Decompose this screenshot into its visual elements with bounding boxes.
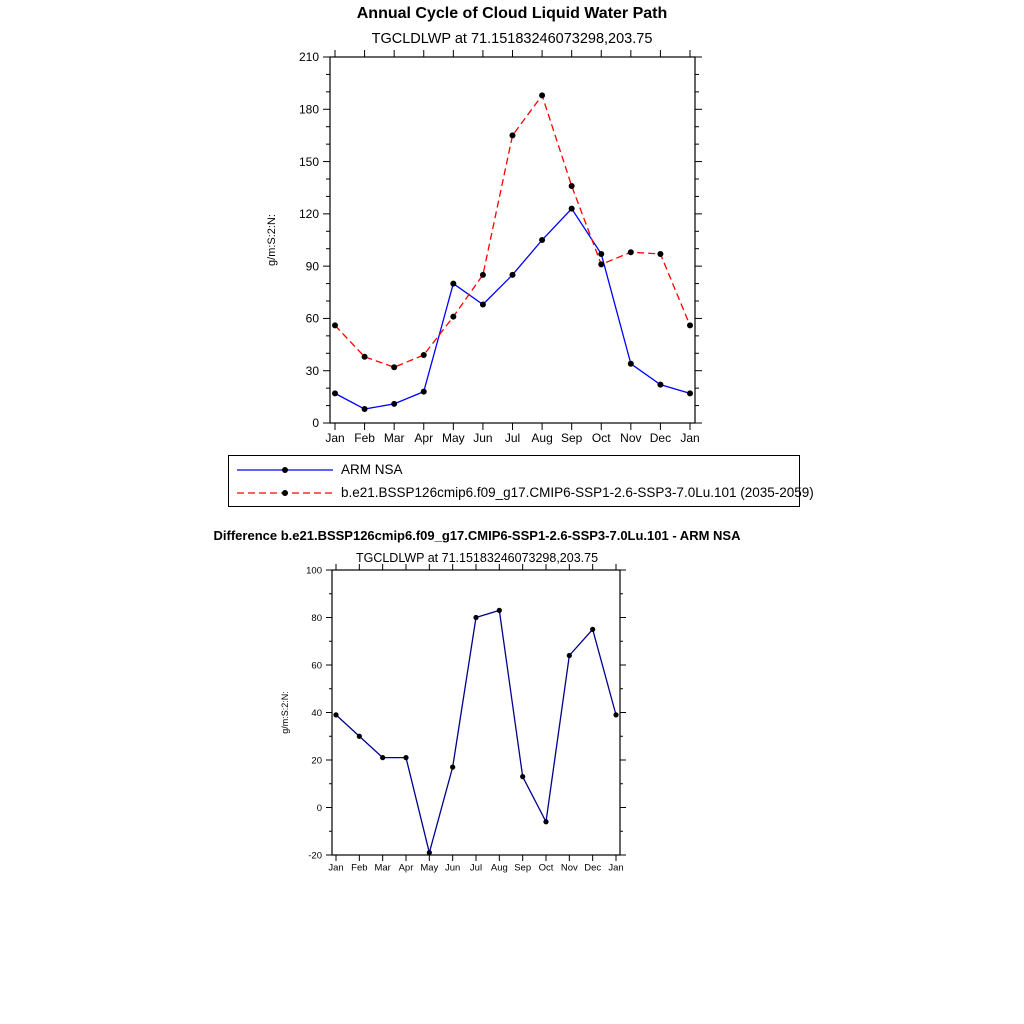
x-tick-label: Jul xyxy=(504,431,521,445)
y-tick-label: 90 xyxy=(305,259,319,274)
x-tick-label: Apr xyxy=(398,862,414,874)
x-tick-label: Dec xyxy=(649,431,672,445)
ticks xyxy=(326,564,626,861)
x-tick-label: Mar xyxy=(383,431,405,445)
legend-item-0 xyxy=(235,458,793,481)
y-tick-label: 30 xyxy=(305,363,319,378)
y-tick-label: -20 xyxy=(308,850,322,862)
x-tick-label: Mar xyxy=(374,862,391,874)
y-tick-label: 60 xyxy=(305,311,319,326)
chart1-title: Annual Cycle of Cloud Liquid Water Path xyxy=(356,5,668,22)
series-markers-0 xyxy=(332,206,693,412)
y-tick-label: 150 xyxy=(298,154,319,169)
plot-frame xyxy=(330,57,695,423)
y-tick-label: 40 xyxy=(311,707,322,719)
chart2-title: Difference b.e21.BSSP126cmip6.f09_g17.CMIP6-SSP1-2.6-SSP3-7.0Lu.101 - ARM NSA xyxy=(213,528,741,543)
x-tick-label: May xyxy=(441,431,465,445)
y-tick-label: 0 xyxy=(312,416,319,431)
legend-sample-0 xyxy=(235,462,335,478)
x-tick-label: Jan xyxy=(328,862,344,874)
x-tick-label: Jan xyxy=(680,431,700,445)
legend-sample-1 xyxy=(235,485,335,501)
x-tick-label: Feb xyxy=(351,862,368,874)
difference-chart xyxy=(260,563,680,893)
x-tick-label: Jun xyxy=(473,431,493,445)
axes xyxy=(332,570,620,855)
x-tick-label: Feb xyxy=(354,431,375,445)
series-markers-0 xyxy=(333,608,618,855)
y-tick-label: 80 xyxy=(311,612,322,624)
x-tick-label: Jun xyxy=(445,862,461,874)
legend-label-0: ARM NSA xyxy=(341,462,403,477)
y-tick-label: 120 xyxy=(298,207,319,222)
x-tick-label: Oct xyxy=(591,431,611,445)
x-tick-label: Oct xyxy=(538,862,554,874)
x-tick-label: Jan xyxy=(608,862,624,874)
y-tick-label: 210 xyxy=(298,50,319,65)
y-axis-label: g/m:S:2:N: xyxy=(266,214,278,266)
x-tick-label: Aug xyxy=(531,431,553,445)
series-line-0 xyxy=(335,209,690,409)
chart1-subtitle: TGCLDLWP at 71.15183246073298,203.75 xyxy=(371,31,653,47)
x-tick-label: Nov xyxy=(560,862,578,874)
tick-labels xyxy=(299,50,700,445)
legend xyxy=(228,455,814,507)
x-tick-label: Jan xyxy=(325,431,345,445)
y-tick-label: 0 xyxy=(316,802,322,814)
ticks xyxy=(323,50,702,430)
legend-label-1: b.e21.BSSP126cmip6.f09_g17.CMIP6-SSP1-2.6-SSP3-7.0Lu.101 (2035-2059) xyxy=(341,485,814,500)
x-tick-label: Dec xyxy=(584,862,602,874)
y-tick-label: 100 xyxy=(306,565,322,577)
y-tick-label: 60 xyxy=(311,660,322,672)
y-tick-label: 20 xyxy=(311,755,322,767)
x-tick-label: May xyxy=(420,862,439,874)
y-tick-label: 180 xyxy=(298,102,319,117)
plot-frame xyxy=(332,570,620,855)
series-line-0 xyxy=(336,610,616,852)
x-tick-label: Jul xyxy=(469,862,483,874)
x-tick-label: Nov xyxy=(620,431,642,445)
axes xyxy=(330,57,695,423)
annual-cycle-chart xyxy=(230,48,730,453)
legend-item-1 xyxy=(235,481,814,504)
x-tick-label: Sep xyxy=(560,431,583,445)
x-tick-label: Sep xyxy=(514,862,532,874)
x-tick-label: Apr xyxy=(414,431,434,445)
series-markers-1 xyxy=(332,92,693,370)
chart2-subtitle: TGCLDLWP at 71.15183246073298,203.75 xyxy=(355,551,599,565)
tick-labels xyxy=(306,565,624,873)
y-axis-label: g/m:S:2:N: xyxy=(280,691,290,734)
x-tick-label: Aug xyxy=(490,862,508,874)
